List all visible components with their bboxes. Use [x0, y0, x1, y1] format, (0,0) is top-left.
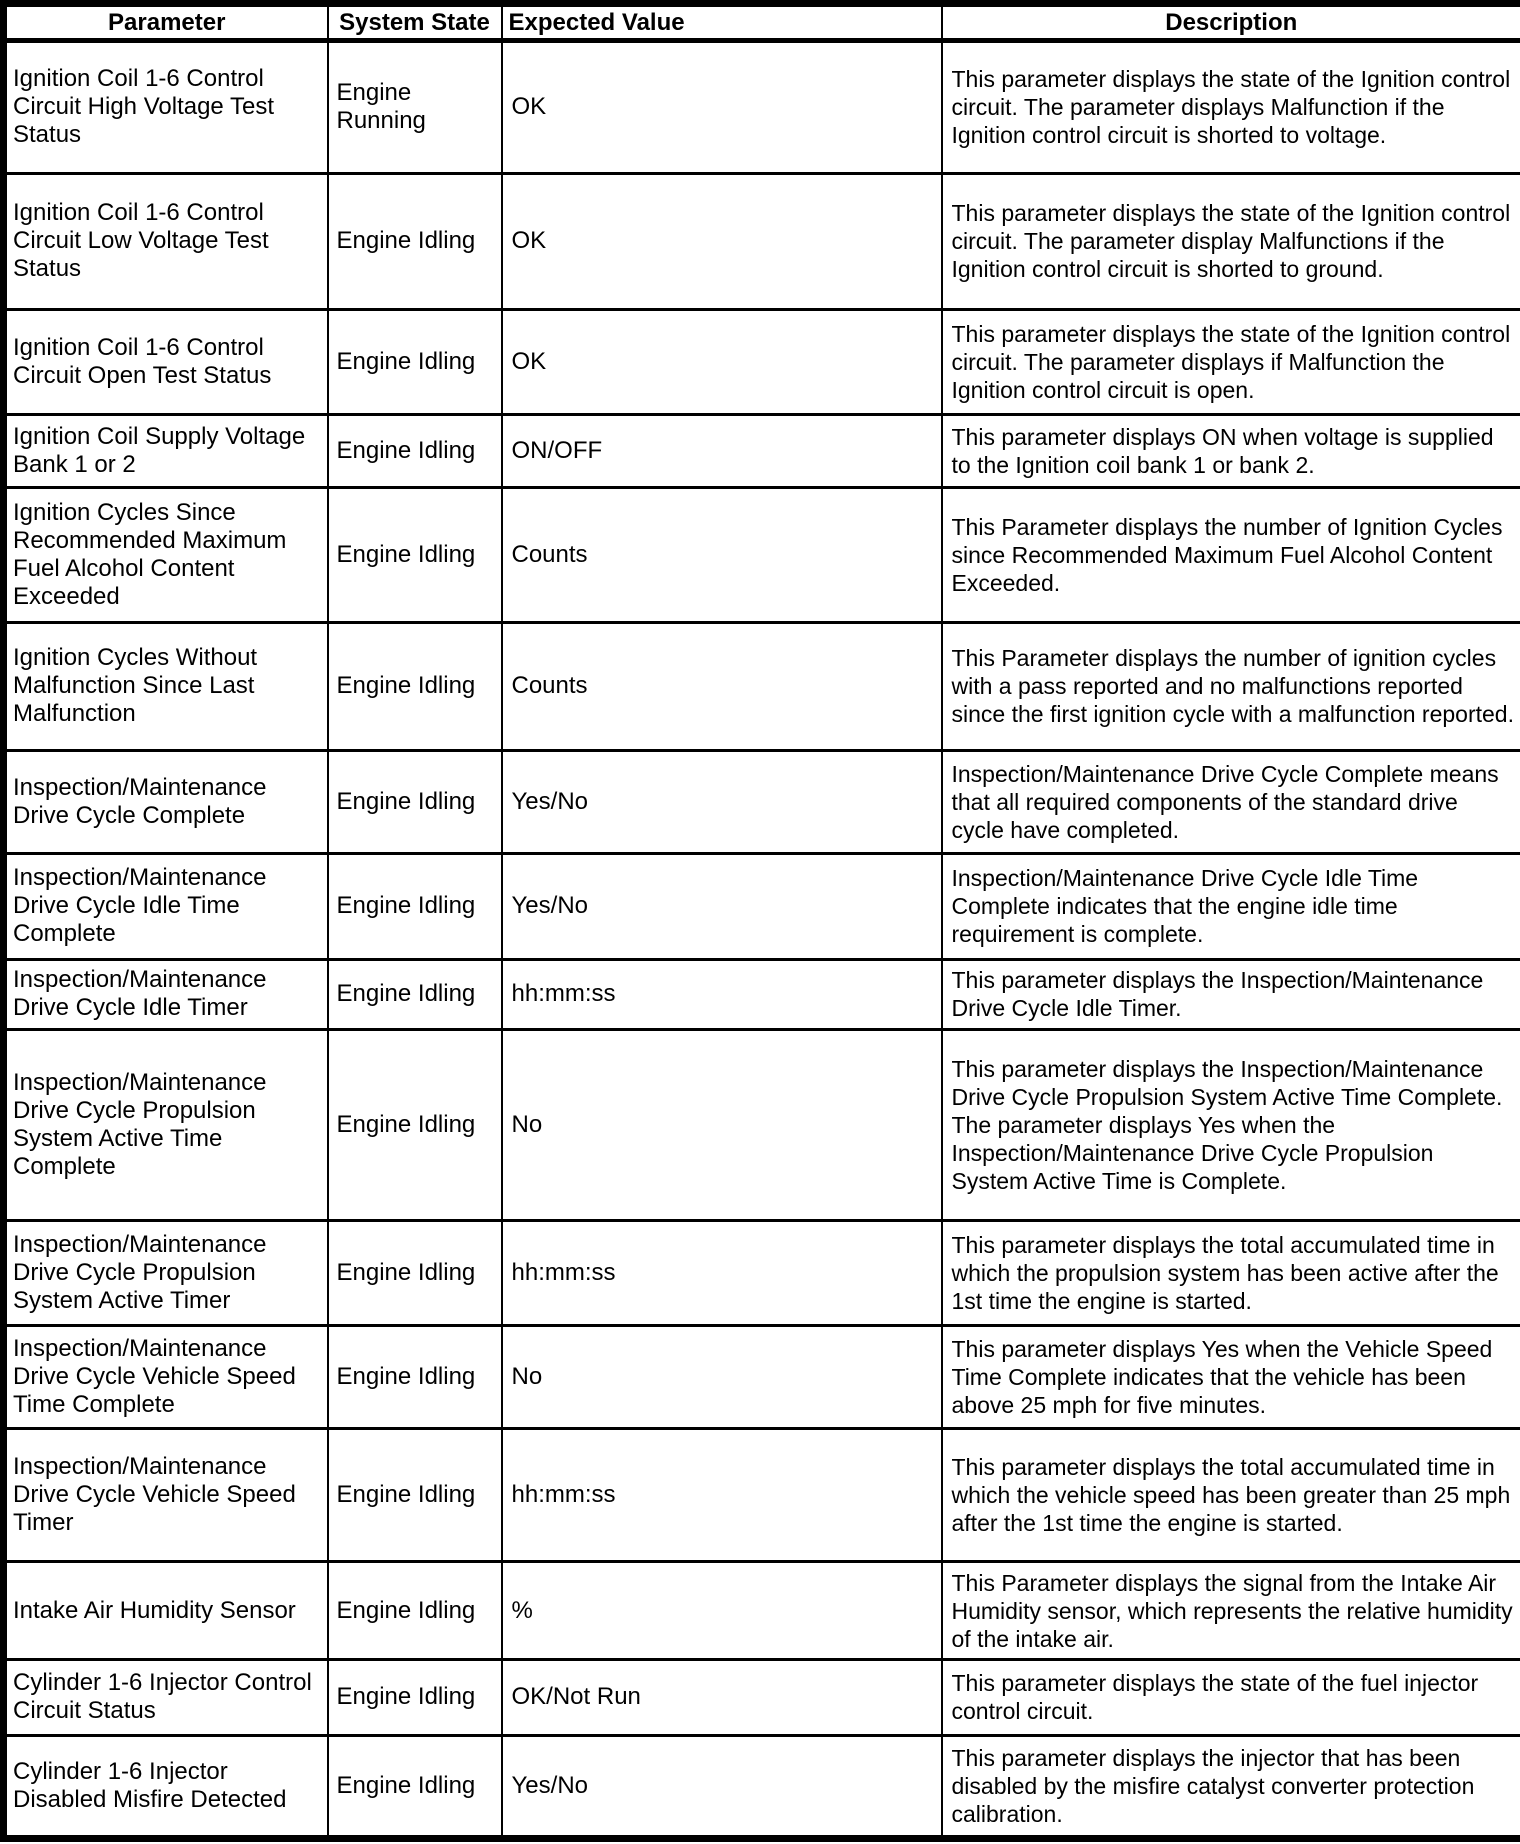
system-state-cell: Engine Idling — [328, 1561, 502, 1659]
parameter-cell: Inspection/Maintenance Drive Cycle Idle Time Complete — [4, 854, 328, 959]
table-row — [4, 310, 1520, 415]
parameter-cell: Cylinder 1-6 Injector Control Circuit Status — [4, 1660, 328, 1735]
table-row — [4, 1735, 1520, 1839]
table-body — [4, 41, 1520, 1839]
description-cell: This parameter displays the Inspection/Maintenance Drive Cycle Propulsion System Active Time Complete. The parameter displays Yes when the Inspection/Maintenance Drive Cycle Propulsion System Active Time is Complete. — [942, 1029, 1520, 1220]
expected-value-cell: % — [502, 1561, 942, 1659]
expected-value-cell: hh:mm:ss — [502, 959, 942, 1029]
expected-value-cell: Counts — [502, 623, 942, 750]
table-row — [4, 173, 1520, 310]
expected-value-cell: OK/Not Run — [502, 1660, 942, 1735]
table-row — [4, 959, 1520, 1029]
expected-value-cell: Counts — [502, 487, 942, 623]
description-cell: This parameter displays the state of the Ignition control circuit. The parameter display Malfunctions if the Ignition control circuit is shorted to ground. — [942, 173, 1520, 310]
system-state-cell: Engine Idling — [328, 1429, 502, 1562]
table-row — [4, 1660, 1520, 1735]
table-row — [4, 1220, 1520, 1325]
description-cell: This parameter displays ON when voltage is supplied to the Ignition coil bank 1 or bank 2. — [942, 415, 1520, 487]
table-row — [4, 1325, 1520, 1428]
description-cell: This Parameter displays the number of ignition cycles with a pass reported and no malfunctions reported since the first ignition cycle with a malfunction reported. — [942, 623, 1520, 750]
parameter-cell: Inspection/Maintenance Drive Cycle Propulsion System Active Time Complete — [4, 1029, 328, 1220]
description-cell: This parameter displays the Inspection/Maintenance Drive Cycle Idle Timer. — [942, 959, 1520, 1029]
description-cell: This parameter displays the state of the Ignition control circuit. The parameter displays Malfunction if the Ignition control circuit is shorted to voltage. — [942, 41, 1520, 174]
system-state-cell: Engine Idling — [328, 173, 502, 310]
table-row — [4, 415, 1520, 487]
table-row — [4, 623, 1520, 750]
system-state-cell: Engine Idling — [328, 1029, 502, 1220]
description-cell: This Parameter displays the number of Ignition Cycles since Recommended Maximum Fuel Alcohol Content Exceeded. — [942, 487, 1520, 623]
parameter-cell: Inspection/Maintenance Drive Cycle Vehicle Speed Time Complete — [4, 1325, 328, 1428]
system-state-cell: Engine Idling — [328, 415, 502, 487]
table-header — [4, 4, 1520, 41]
description-cell: This parameter displays the state of the Ignition control circuit. The parameter displays if Malfunction the Ignition control circuit is open. — [942, 310, 1520, 415]
system-state-cell: Engine Idling — [328, 959, 502, 1029]
expected-value-cell: OK — [502, 310, 942, 415]
parameter-cell: Inspection/Maintenance Drive Cycle Idle Timer — [4, 959, 328, 1029]
expected-value-cell: Yes/No — [502, 750, 942, 853]
table-row — [4, 854, 1520, 959]
system-state-cell: Engine Idling — [328, 1735, 502, 1839]
column-header-description: Description — [942, 4, 1520, 41]
table-row — [4, 41, 1520, 174]
expected-value-cell: No — [502, 1029, 942, 1220]
expected-value-cell: hh:mm:ss — [502, 1429, 942, 1562]
description-cell: Inspection/Maintenance Drive Cycle Complete means that all required components of the standard drive cycle have completed. — [942, 750, 1520, 853]
system-state-cell: Engine Idling — [328, 623, 502, 750]
system-state-cell: Engine Idling — [328, 310, 502, 415]
column-header-parameter: Parameter — [4, 4, 328, 41]
system-state-cell: Engine Idling — [328, 1220, 502, 1325]
parameter-cell: Ignition Coil 1-6 Control Circuit Low Voltage Test Status — [4, 173, 328, 310]
table-row — [4, 1561, 1520, 1659]
description-cell: This parameter displays the total accumulated time in which the propulsion system has been active after the 1st time the engine is started. — [942, 1220, 1520, 1325]
table-row — [4, 487, 1520, 623]
system-state-cell: Engine Idling — [328, 1325, 502, 1428]
description-cell: This Parameter displays the signal from the Intake Air Humidity sensor, which represents the relative humidity of the intake air. — [942, 1561, 1520, 1659]
parameter-cell: Ignition Coil 1-6 Control Circuit Open Test Status — [4, 310, 328, 415]
description-cell: Inspection/Maintenance Drive Cycle Idle Time Complete indicates that the engine idle time requirement is complete. — [942, 854, 1520, 959]
parameter-cell: Inspection/Maintenance Drive Cycle Complete — [4, 750, 328, 853]
table-row — [4, 1429, 1520, 1562]
system-state-cell: Engine Idling — [328, 854, 502, 959]
system-state-cell: Engine Running — [328, 41, 502, 174]
expected-value-cell: Yes/No — [502, 854, 942, 959]
expected-value-cell: ON/OFF — [502, 415, 942, 487]
system-state-cell: Engine Idling — [328, 1660, 502, 1735]
parameter-cell: Ignition Coil Supply Voltage Bank 1 or 2 — [4, 415, 328, 487]
expected-value-cell: Yes/No — [502, 1735, 942, 1839]
parameter-cell: Inspection/Maintenance Drive Cycle Vehicle Speed Timer — [4, 1429, 328, 1562]
header-row — [4, 4, 1520, 41]
expected-value-cell: OK — [502, 173, 942, 310]
parameter-cell: Cylinder 1-6 Injector Disabled Misfire Detected — [4, 1735, 328, 1839]
column-header-expected-value: Expected Value — [502, 4, 942, 41]
description-cell: This parameter displays the state of the fuel injector control circuit. — [942, 1660, 1520, 1735]
parameter-cell: Ignition Coil 1-6 Control Circuit High Voltage Test Status — [4, 41, 328, 174]
column-header-system-state: System State — [328, 4, 502, 41]
system-state-cell: Engine Idling — [328, 750, 502, 853]
table-row — [4, 750, 1520, 853]
expected-value-cell: No — [502, 1325, 942, 1428]
description-cell: This parameter displays Yes when the Vehicle Speed Time Complete indicates that the vehicle has been above 25 mph for five minutes. — [942, 1325, 1520, 1428]
parameter-cell: Ignition Cycles Without Malfunction Since Last Malfunction — [4, 623, 328, 750]
parameter-cell: Intake Air Humidity Sensor — [4, 1561, 328, 1659]
description-cell: This parameter displays the total accumulated time in which the vehicle speed has been greater than 25 mph after the 1st time the engine is started. — [942, 1429, 1520, 1562]
table-row — [4, 1029, 1520, 1220]
expected-value-cell: OK — [502, 41, 942, 174]
description-cell: This parameter displays the injector that has been disabled by the misfire catalyst converter protection calibration. — [942, 1735, 1520, 1839]
parameter-cell: Ignition Cycles Since Recommended Maximum Fuel Alcohol Content Exceeded — [4, 487, 328, 623]
expected-value-cell: hh:mm:ss — [502, 1220, 942, 1325]
parameter-cell: Inspection/Maintenance Drive Cycle Propulsion System Active Timer — [4, 1220, 328, 1325]
system-state-cell: Engine Idling — [328, 487, 502, 623]
